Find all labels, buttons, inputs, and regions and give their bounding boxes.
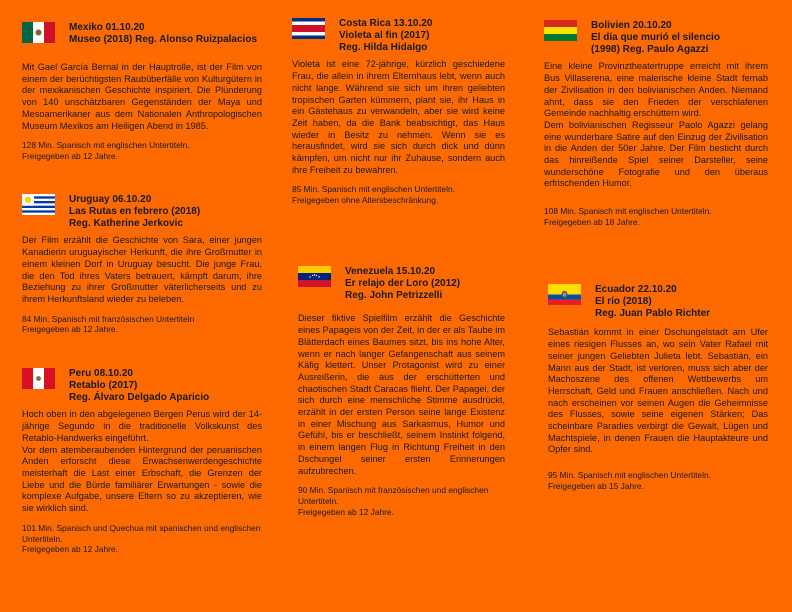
film-description: Hoch oben in den abgelegenen Bergen Perus wird der 14-jährige Segundo in die traditionelle Volkskunst des Retablo-Handwerks eingeführt. Vor dem atemberaubenden Hintergrund der peruanischen Anden erforscht diese Erwachsenwerdengeschichte meisterhaft die Last einer Erbschaft, die Grenzen der Liebe und die Bürde familiärer Erwartungen - sowie die komplexe Aufgabe, unsere Eltern so zu akzeptieren, wie sie wirklich sind. xyxy=(22,409,262,514)
film-director: Reg. Katherine Jerkovic xyxy=(69,217,183,229)
film-description: Mit Gael García Bernal in der Hauptrolle, ist der Film von einem der berüchtigsten Raubüberfälle von Kulturgütern in der mexikanischen Geschichte inspiriert. Die Plünderung von 140 unschätzbaren Gegenständen der Maya und Mesoamerikaner aus dem Nationalen Anthropologischen Museum Mexikos am Heiligen Abend in 1985. xyxy=(22,62,262,131)
film-meta: 90 Min. Spanisch mit französischen und englischen Untertiteln. Freigegeben ab 12 Jahre. xyxy=(298,485,489,517)
film-header xyxy=(544,20,768,55)
film-entry-uruguay xyxy=(22,194,262,335)
film-director: Reg. Juan Pablo Richter xyxy=(595,307,711,319)
film-entry-ecuador xyxy=(548,284,768,492)
film-entry-peru xyxy=(22,368,262,555)
film-title: El río (2018) xyxy=(595,295,652,307)
film-header xyxy=(298,266,505,301)
country-date: Venezuela 15.10.20 xyxy=(345,266,436,277)
film-header xyxy=(548,284,768,319)
film-meta: 95 Min. Spanisch mit englischen Untertiteln. Freigegeben ab 15 Jahre. xyxy=(548,470,711,491)
film-heading xyxy=(69,194,262,229)
film-title: Las Rutas en febrero (2018) xyxy=(69,205,201,217)
film-description: Sebastián kommt in einer Dschungelstadt am Ufer eines riesigen Flusses an, wo sein Vater Rafael mit seiner jungen Geliebten Julieta lebt. Sebastián, ein Mann aus der Stadt, ist verloren, muss sich aber der Machoszene des offenen Wettbewerbs um Herrschaft, Geld und Frauen anschließen. Nach und nach erscheinen vor seinen Augen die Geheimnisse des Flusses, sowie seine eigenen Stärken; Das scheinbare Paradies verbirgt die Gewalt, Lügen und Machtspiele, in denen Frauen die Hauptakteure und Opfer sind. xyxy=(548,327,768,455)
country-date: Bolivien 20.10.20 xyxy=(591,20,672,31)
film-header xyxy=(22,368,262,403)
film-meta: 101 Min. Spanisch und Quechua mit spanischen und englischen Untertiteln. Freigegeben ab 12 Jahre. xyxy=(22,522,261,555)
film-director: Reg. Hilda Hidalgo xyxy=(339,41,428,53)
film-title: El día que murió el silencio xyxy=(591,31,720,43)
uruguay-flag-icon xyxy=(22,194,55,215)
film-title: Violeta al fin (2017) xyxy=(339,29,430,41)
film-header xyxy=(292,18,505,53)
film-heading xyxy=(339,18,505,53)
country-date: Uruguay 06.10.20 xyxy=(69,194,152,205)
film-entry-bolivien xyxy=(544,20,768,228)
bolivia-flag-icon xyxy=(544,20,577,41)
film-heading xyxy=(69,368,262,403)
film-header xyxy=(22,194,262,229)
film-meta: 85 Min. Spanisch mit englischen Untertiteln. Freigegeben ohne Altersbeschränkung. xyxy=(292,184,455,206)
film-description: Der Film erzählt die Geschichte von Sara, einer jungen Kanadierin uruguayischer Herkunft, die ihre Großmutter in einem kleinen Dorf in Uruguay besucht. Die junge Frau, die den Tod ihres Vaters betrauert, kämpft darum, ihre Beziehung zu ihrer Großmutter väterlicherseits und zu ihrem Herkunftsland wieder zu beleben. xyxy=(22,235,262,304)
film-meta: 108 Min. Spanisch mit englischen Untertiteln. Freigegeben ab 18 Jahre. xyxy=(544,206,712,227)
film-entry-mexiko xyxy=(22,22,262,162)
country-date: Peru 08.10.20 xyxy=(69,368,133,379)
country-date: Costa Rica 13.10.20 xyxy=(339,18,433,29)
film-description: Dieser fiktive Spielfilm erzählt die Geschichte eines Papageis von der Zeit, in der er als Taube im Blätterdach eines Baumes sitzt, bis ins hohe Alter, wenn er nach langer Gefangenschaft aus seinem Käfig klettert. Unser Protagonist wird zu einer Ausreißerin, die aus der erschütterten und chaotischen Stadt Caracas flieht. Der Papagei, der sich durch eine menschliche Stimme ausdrückt, erzählt in der ersten Person seine lange Existenz in einer Mischung aus Sarkasmus, Humor und Gefühl, bis er beschließt, seinem Instinkt folgend, in einem langen Flug in Richtung Freiheit in den Dschungel seiner ersten Erinnerungen aufzubrechen. xyxy=(298,313,505,476)
film-heading xyxy=(69,22,262,46)
costa-rica-flag-icon xyxy=(292,18,325,39)
film-heading xyxy=(595,284,768,319)
country-date: Mexiko 01.10.20 xyxy=(69,22,145,33)
film-meta: 84 Min. Spanisch mit französischen Untertiteln Freigegeben ab 12 Jahre. xyxy=(22,313,195,335)
ecuador-flag-icon xyxy=(548,284,581,305)
film-description: Eine kleine Provinztheatertruppe erreicht mit ihrem Bus Villaserena, eine malerische kleine Stadt fernab der Zivilisation in den bolivianischen Anden. Niemand ahnt, dass sie den Frieden der verschlafenen Gemeinde nachhaltig erschüttern wird. Dem bolivianischen Regisseur Paolo Agazzi gelang eine wunderbare Satire auf den Einzug der Zivilisation in die Anden der 50er Jahre. Der Film besticht durch das hinreißende Spiel seiner Darsteller, seine wunderschöne Fotografie und den überaus erfrischenden Humor. xyxy=(544,61,768,189)
peru-flag-icon xyxy=(22,368,55,389)
film-header xyxy=(22,22,262,56)
film-title: Er relajo der Loro (2012) xyxy=(345,277,461,289)
film-director: (1998) Reg. Paulo Agazzi xyxy=(591,43,709,55)
venezuela-flag-icon xyxy=(298,266,331,287)
film-heading xyxy=(345,266,505,301)
film-meta: 128 Min. Spanisch mit englischen Untertiteln. Freigegeben ab 12 Jahre. xyxy=(22,140,190,162)
film-director: Reg. Álvaro Delgado Aparicio xyxy=(69,391,210,403)
film-description: Violeta ist eine 72-jährige, kürzlich geschiedene Frau, die allein in ihrem Elternhaus lebt, wenn auch nicht lange. Während sie sich um ihren geliebten tropischen Garten kümmern, plant sie, ihr Haus in ein Gästehaus zu verwandeln, aber sie wird keine Zeit haben, da die Bank beabsichtigt, das Haus wieder in Besitz zu nehmen. Wenn sie es herausfindet, wird sie sich durch dick und dünn kämpfen, um nicht nur ihr Zuhause, sondern auch ihre Freiheit zu bewahren. xyxy=(292,59,505,175)
mexico-flag-icon xyxy=(22,22,55,43)
film-entry-costa-rica xyxy=(292,18,505,206)
film-director: Reg. John Petrizzelli xyxy=(345,289,443,301)
film-heading xyxy=(591,20,768,55)
film-title: Retablo (2017) xyxy=(69,379,138,391)
film-entry-venezuela xyxy=(298,266,505,518)
film-title: Museo (2018) Reg. Alonso Ruizpalacios xyxy=(69,33,258,45)
country-date: Ecuador 22.10.20 xyxy=(595,284,677,295)
